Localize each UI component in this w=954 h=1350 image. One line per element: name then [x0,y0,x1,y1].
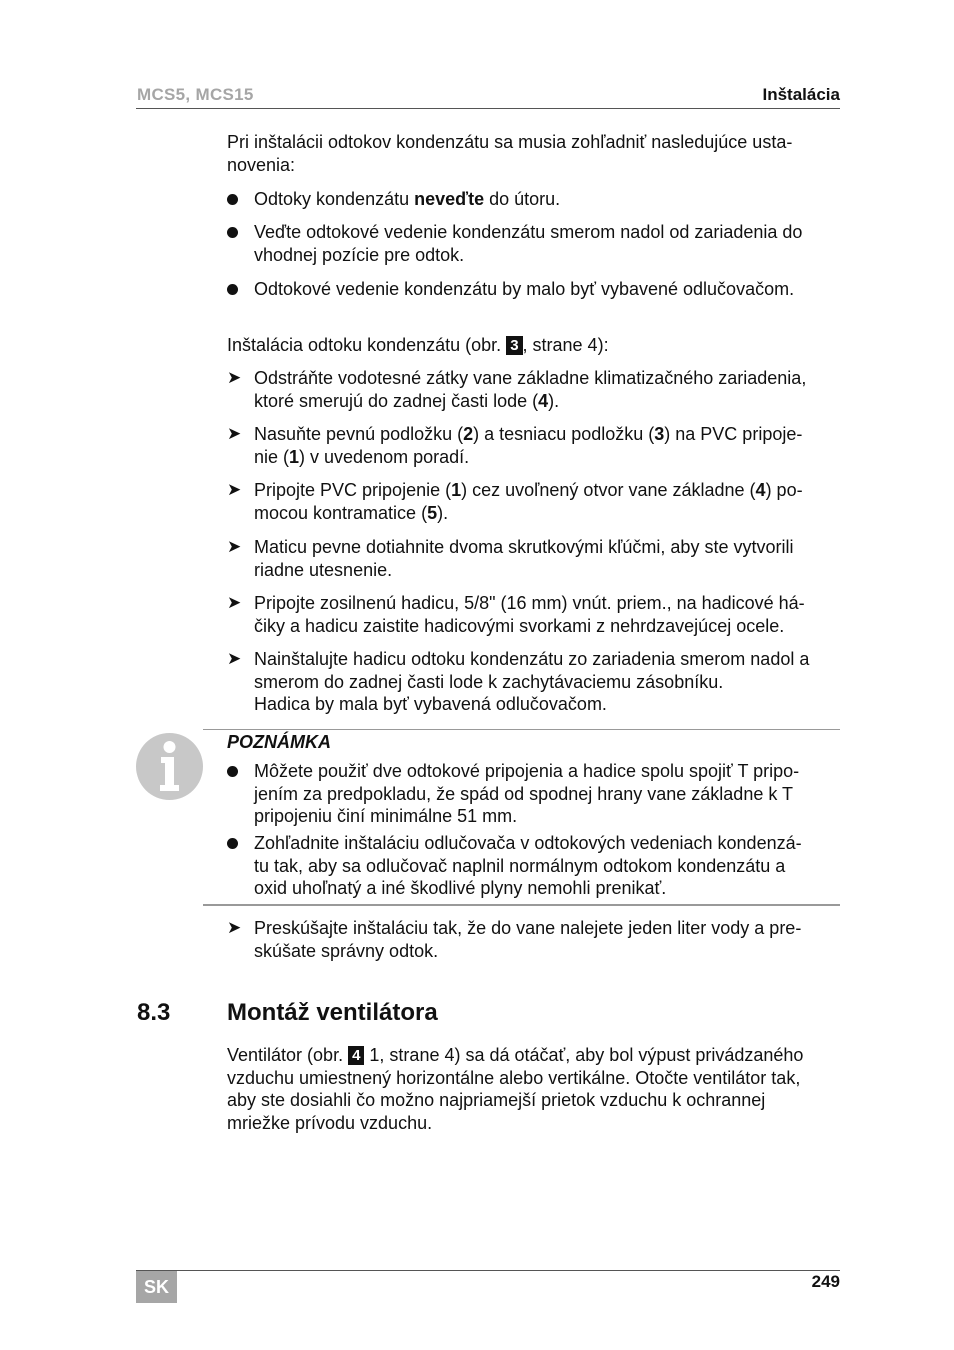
figure-ref-badge: 3 [506,336,522,355]
arrow-icon: ➤ [227,918,242,937]
header-chapter: Inštalácia [762,85,840,104]
arrow-icon: ➤ [227,537,242,556]
bullet-icon [227,838,238,849]
note-bottom-rule [203,904,840,906]
language-badge: SK [136,1271,177,1303]
list-item: ➤ Maticu pevne dotiahnite dvoma skrutkovými kľúčmi, aby ste vytvorili riadne utesnenie. [227,537,794,580]
arrow-icon: ➤ [227,593,242,612]
install-intro: Inštalácia odtoku kondenzátu (obr. 3 , strane 4): [227,335,609,355]
info-icon [136,733,203,800]
section-title: Montáž ventilátora [227,999,438,1026]
list-item: Veďte odtokové vedenie kondenzátu smerom nadol od zariadenia do vhodnej pozície pre odtok. [227,221,840,266]
arrow-icon: ➤ [227,368,242,387]
note-title: POZNÁMKA [227,732,331,752]
list-item: ➤ Nasuňte pevnú podložku (2) a tesniacu podložku (3) na PVC pripoje- nie (1) v uvedenom poradí. [227,424,803,467]
list-item: ➤ Preskúšajte inštaláciu tak, že do vane nalejete jeden liter vody a pre- skúšate správny odtok. [227,918,802,961]
figure-ref-badge: 4 [348,1046,364,1065]
list-item: Odtokové vedenie kondenzátu by malo byť vybavené odlučovačom. [227,278,840,301]
arrow-icon: ➤ [227,424,242,443]
header-product: MCS5, MCS15 [137,85,254,104]
list-item: ➤ Pripojte zosilnenú hadicu, 5/8" (16 mm) vnút. priem., na hadicové há- čiky a hadicu zaistite hadicovými svorkami z nehrdzavejúcej ocele. [227,593,805,636]
list-item: Môžete použiť dve odtokové pripojenia a hadice spolu spojiť T pripo- jením za predpokladu, že spád od spodnej hrany vane základne k T pripojeniu činí minimálne 51 mm. [227,760,840,828]
bullet-icon [227,284,238,295]
arrow-icon: ➤ [227,649,242,668]
header-rule [136,108,840,109]
section-paragraph: Ventilátor (obr. 4 1, strane 4) sa dá otáčať, aby bol výpust privádzaného vzduchu umiestnený horizontálne alebo vertikálne. Otočte ventilátor tak, aby ste dosiahli čo možno najpriamejší prietok vzduchu k ochrannej mriežke prívodu vzduchu. [227,1045,804,1133]
footer-rule [136,1270,840,1271]
arrow-icon: ➤ [227,480,242,499]
list-item: ➤ Nainštalujte hadicu odtoku kondenzátu zo zariadenia smerom nadol a smerom do zadnej časti lode k zachytávaciemu zásobníku. Hadica by mala byť vybavená odlučovačom. [227,649,810,714]
bullet-icon [227,766,238,777]
bullet-icon [227,194,238,205]
intro-paragraph: Pri inštalácii odtokov kondenzátu sa musia zohľadniť nasledujúce usta- novenia: [227,132,793,175]
list-item: Zohľadnite inštaláciu odlučovača v odtokových vedeniach kondenzá- tu tak, aby sa odlučovač naplnil normálnym odtokom kondenzátu a oxid uhoľnatý a iné škodlivé plyny nemohli prenikať. [227,832,840,900]
page-number: 249 [811,1272,840,1291]
section-number: 8.3 [137,999,171,1026]
list-item: ➤ Odstráňte vodotesné zátky vane základne klimatizačného zariadenia, ktoré smerujú do zadnej časti lode (4). [227,368,807,411]
note-top-rule [203,729,840,730]
list-item: ➤ Pripojte PVC pripojenie (1) cez uvoľnený otvor vane základne (4) po- mocou kontramatice (5). [227,480,803,523]
bullet-icon [227,227,238,238]
list-item: Odtoky kondenzátu neveďte do útoru. [227,188,840,211]
